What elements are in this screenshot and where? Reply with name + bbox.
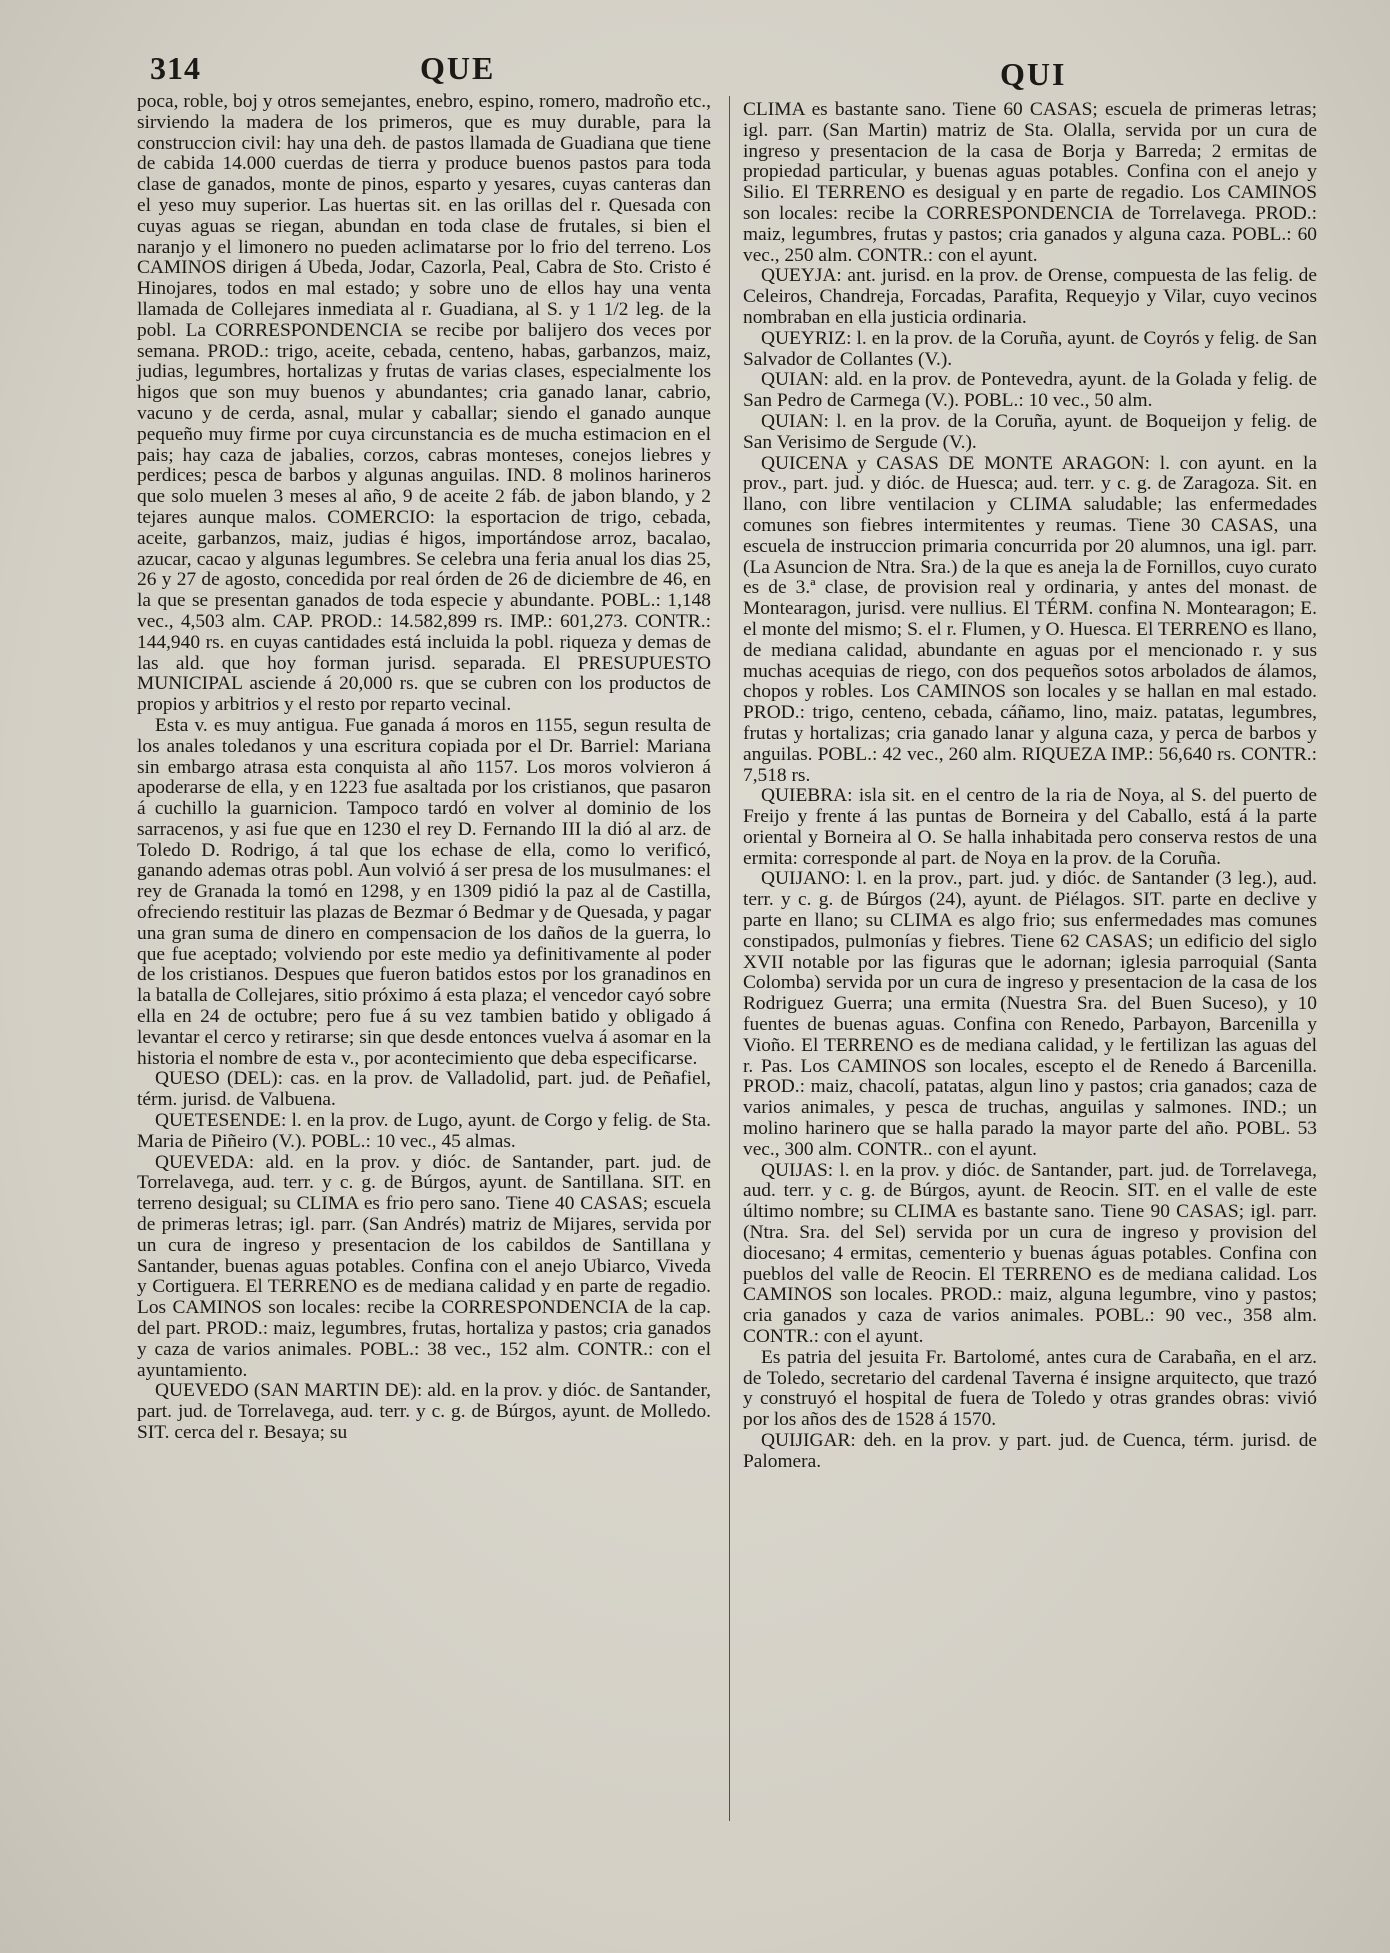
- entry-paragraph: CLIMA es bastante sano. Tiene 60 CASAS; escuela de primeras letras; igl. parr. (San Martin) matriz de Sta. Olalla, servida por un cura de ingreso y presentacion de la casa de Borja y Barreda; 2 ermitas de propiedad particular, y buenas aguas potables. Confina con el anejo y Silio. El TERRENO es desigual y en parte de regadio. Los CAMINOS son locales: recibe la CORRESPONDENCIA de Torrelavega. PROD.: maiz, legumbres, frutas y pastos; cria ganados y alguna caza. POBL.: 60 vec., 250 alm. CONTR.: con el ayunt.: [743, 99, 1317, 266]
- page-number: 314: [150, 50, 201, 86]
- entry-quicena: QUICENA y CASAS DE MONTE ARAGON: l. con ayunt. en la prov., part. jud. y dióc. de Huesca; aud. terr. y c. g. de Zaragoza. Sit. en llano, con libre ventilacion y CLIMA saludable; las enfermedades comunes son fiebres intermitentes y reumas. Tiene 30 CASAS, una escuela de instruccion primaria concurrida por 20 alumnos, una igl. parr. (La Asuncion de Ntra. Sra.) de la que es aneja la de Fornillos, cuyo curato es de 3.ª clase, de provision real y ordinaria, y antes del monast. de Montearagon, jurisd. vere nullius. El TÉRM. confina N. Montearagon; E. el monte del mismo; S. el r. Flumen, y O. Huesca. El TERRENO es llano, de mediana calidad, abundante en aguas por el mencionado r. y sus muchas acequias de riego, con dos pequeños sotos arbolados de álamos, chopos y robles. Los CAMINOS son locales y se hallan en mal estado. PROD.: trigo, centeno, cebada, cáñamo, lino, maiz. patatas, legumbres, frutas y hortalizas; cria ganado lanar y alguna caza, y perca de barbos y anguilas. POBL.: 42 vec., 260 alm. RIQUEZA IMP.: 56,640 rs. CONTR.: 7,518 rs.: [743, 452, 1317, 786]
- entry-paragraph: poca, roble, boj y otros semejantes, enebro, espino, romero, madroño etc., sirviendo la madera de los primeros, que es muy durable, para la construccion civil: hay una deh. de pastos llamada de Guadiana que tiene de cabida 14.000 cuerdas de tierra y produce buenos pastos para toda clase de ganados, monte de pinos, esparto y yesares, cuyas canteras dan el yeso muy superior. Las huertas sit. en las orillas del r. Quesada con cuyas aguas se riegan, abundan en toda clase de frutales, si bien el naranjo y el limonero no pueden aclimatarse por lo frio del terreno. Los CAMINOS dirigen á Ubeda, Jodar, Cazorla, Peal, Cabra de Sto. Cristo é Hinojares, todos en mal estado; y sobre uno de ellos hay una venta llamada de Collejares inmediata al r. Guadiana, al S. y 1 1/2 leg. de la pobl. La CORRESPONDENCIA se recibe por balijero dos veces por semana. PROD.: trigo, aceite, cebada, centeno, habas, garbanzos, maiz, judias, legumbres, hortalizas y frutas de varias clases, especialmente los higos que son muy buenos y abundantes; cria ganado lanar, cabrio, vacuno y de cerda, asnal, mular y caballar; siendo el ganado aunque pequeño muy firme por cuya circunstancia es de mucha estimacion en el pais; hay caza de jabalies, corzos, cabras monteses, conejos liebres y perdices; pesca de barbos y algunas anguilas. IND. 8 molinos harineros que solo muelen 3 meses al año, 9 de aceite 2 fáb. de jabon blando, y 2 tejares aunque malos. COMERCIO: la esportacion de trigo, cebada, aceite, garbanzos, maiz, judias é higos, importándose arroz, bacalao, azucar, cacao y algunas legumbres. Se celebra una feria anual los dias 25, 26 y 27 de agosto, concedida por real órden de 26 de diciembre de 46, en la que se presentan ganados de toda especie y abundante. POBL.: 1,148 vec., 4,503 alm. CAP. PROD.: 14.582,899 rs. IMP.: 601,273. CONTR.: 144,940 rs. en cuyas cantidades está incluida la pobl. riqueza y demas de las ald. que hoy forman jurisd. separada. El PRESUPUESTO MUNICIPAL asciende á 20,000 rs. que se cubren con los productos de propios y arbitrios y el resto por reparto vecinal.: [137, 91, 711, 716]
- entry-quijano: QUIJANO: l. en la prov., part. jud. y dióc. de Santander (3 leg.), aud. terr. y c. g. de Búrgos (24), ayunt. de Piélagos. SIT. parte en declive y parte en llano; su CLIMA es algo frio; sus enfermedades mas comunes constipados, pulmonías y fiebres. Tiene 62 CASAS; un edificio del siglo XVII notable por las figuras que le adornan; iglesia parroquial (Santa Colomba) servida por un cura de ingreso y presentacion de la casa de los Rodriguez Guerra; una ermita (Nuestra Sra. del Buen Suceso), y 10 fuentes de buenas aguas. Confina con Renedo, Parbayon, Barcenilla y Vioño. El TERRENO es de mediana calidad, y le fertilizan las aguas del r. Pas. Los CAMINOS son locales, escepto el de Renedo á Barcenilla. PROD.: maiz, chacolí, patatas, algun lino y pastos; cria ganados; caza de varios animales, y pesca de truchas, anguilas y salmones. IND.; un molino harinero que se halla parado la mayor parte del año. POBL. 53 vec., 300 alm. CONTR.. con el ayunt.: [743, 868, 1317, 1160]
- right-column: [743, 100, 1317, 1473]
- left-running-head: QUE: [420, 50, 496, 86]
- entry-quiebra: QUIEBRA: isla sit. en el centro de la ria de Noya, al S. del puerto de Freijo y frente á las puntas de Borneira y del Caballo, está á la parte oriental y Borneira al O. Se halla inhabitada pero conserva restos de una ermita: corresponde al part. de Noya en la prov. de la Coruña.: [743, 785, 1317, 869]
- column-divider: [729, 96, 730, 1821]
- entry-queveda: QUEVEDA: ald. en la prov. y dióc. de Santander, part. jud. de Torrelavega, aud. terr. y c. g. de Búrgos, ayunt. de Santillana. SIT. en terreno desigual; su CLIMA es frio pero sano. Tiene 40 CASAS; escuela de primeras letras; igl. parr. (San Andrés) matriz de Mijares, servida por un cura de ingreso y presentacion de los cabildos de Santillana y Santander, buenas aguas potables. Confina con el anejo Ubiarco, Viveda y Cortiguera. El TERRENO es de mediana calidad y en parte de regadio. Los CAMINOS son locales: recibe la CORRESPONDENCIA de la cap. del part. PROD.: maiz, legumbres, frutas, hortaliza y pastos; cria ganados y caza de varios animales. POBL.: 38 vec., 152 alm. CONTR.: con el ayuntamiento.: [137, 1151, 711, 1381]
- entry-queyriz: QUEYRIZ: l. en la prov. de la Coruña, ayunt. de Coyrós y felig. de San Salvador de Collantes (V.).: [743, 327, 1317, 370]
- entry-quetesende: QUETESENDE: l. en la prov. de Lugo, ayunt. de Corgo y felig. de Sta. Maria de Piñeiro (V.). POBL.: 10 vec., 45 almas.: [137, 1110, 711, 1152]
- page-header: [0, 46, 1390, 94]
- entry-quian-pontevedra: QUIAN: ald. en la prov. de Pontevedra, ayunt. de la Golada y felig. de San Pedro de Carmega (V.). POBL.: 10 vec., 50 alm.: [743, 369, 1317, 412]
- entry-quijigar: QUIJIGAR: deh. en la prov. y part. jud. de Cuenca, térm. jurisd. de Palomera.: [743, 1430, 1317, 1472]
- entry-queso: QUESO (DEL): cas. en la prov. de Valladolid, part. jud. de Peñafiel, térm. jurisd. de Valbuena.: [137, 1068, 711, 1111]
- entry-quevedo: QUEVEDO (SAN MARTIN DE): ald. en la prov. y dióc. de Santander, part. jud. de Torrelavega, aud. terr. y c. g. de Búrgos, ayunt. de Molledo. SIT. cerca del r. Besaya; su: [137, 1380, 711, 1443]
- entry-paragraph: Esta v. es muy antigua. Fue ganada á moros en 1155, segun resulta de los anales toledanos y una escritura copiada por el Dr. Barriel: Mariana sin embargo atrasa esta conquista al año 1157. Los moros volvieron á apoderarse de ella, y en 1223 fue asaltada por los cristianos, que pasaron á cuchillo la guarnicion. Tampoco tardó en volver al dominio de los sarracenos, y asi fue que en 1230 el rey D. Fernando III la dió al arz. de Toledo D. Rodrigo, á tal que los echase de ella, como lo verificó, ganando ademas otras pobl. Aun volvió á ser presa de los musulmanes: el rey de Granada la tomó en 1298, y en 1309 pidió la paz al de Castilla, ofreciendo restituir las plazas de Bezmar ó Bedmar y de Quesada, y pagar una gran suma de dinero en compensacion de los daños de la guerra, lo que fue aceptado; volviendo por este medio ya definitivamente al poder de los cristianos. Despues que fueron batidos estos por los granadinos en la batalla de Collejares, sitio próximo á esta plaza; el vencedor cayó sobre ella en 24 de octubre; pero fue á su vez tambien batido y obligado á levantar el cerco y retirarse; sin que desde entonces vuelva á asomar en la historia el nombre de esta v., por acontecimiento que deba especificarse.: [137, 714, 711, 1069]
- entry-paragraph: Es patria del jesuita Fr. Bartolomé, antes cura de Carabaña, en el arz. de Toledo, secretario del cardenal Taverna é insigne arquitecto, que trazó y construyó el hospital de fuera de Toledo y otras grandes obras: vivió por los años des de 1528 á 1570.: [743, 1346, 1317, 1431]
- right-running-head: QUI: [1000, 56, 1067, 92]
- entry-queyja: QUEYJA: ant. jurisd. en la prov. de Orense, compuesta de las felig. de Celeiros, Chandreja, Forcadas, Parafita, Requeyjo y Vilar, cuyo vecinos nombraban en ella justicia ordinaria.: [743, 265, 1317, 328]
- left-column: [137, 92, 711, 1444]
- entry-quian-coruna: QUIAN: l. en la prov. de la Coruña, ayunt. de Boqueijon y felig. de San Verisimo de Sergude (V.).: [743, 410, 1317, 453]
- entry-quijas: QUIJAS: l. en la prov. y dióc. de Santander, part. jud. de Torrelavega, aud. terr. y c. g. de Búrgos, ayunt. de Reocin. SIT. en el valle de este último nombre; su CLIMA es bastante sano. Tiene 90 CASAS; igl. parr. (Ntra. Sra. del Sel) servida por un cura de ingreso y provision del diocesano; 4 ermitas, cementerio y buenas águas potables. Confina con pueblos del valle de Reocin. El TERRENO es de mediana calidad. Los CAMINOS son locales. PROD.: maiz, alguna legumbre, vino y pastos; cria ganados y caza de varios animales. POBL.: 90 vec., 358 alm. CONTR.: con el ayunt.: [743, 1159, 1317, 1348]
